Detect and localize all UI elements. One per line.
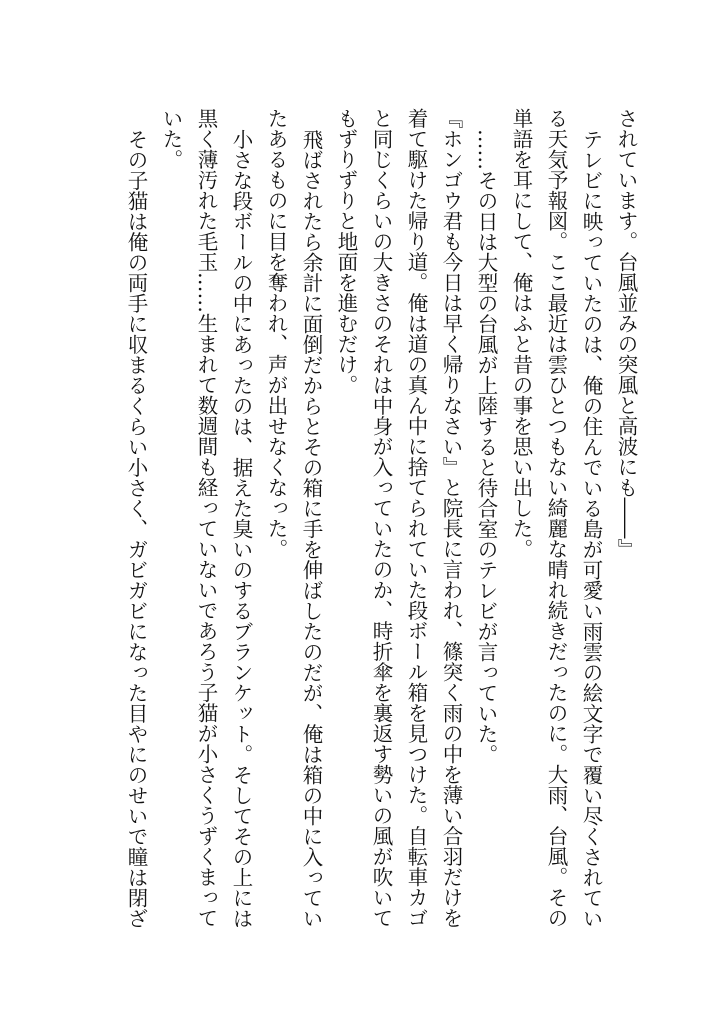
text-line: たあるものに目を奪われ、声が出せなくなった。 [264,108,288,559]
text-line: ……その日は大型の台風が上陸すると待合室のテレビが言っていた。 [474,128,498,764]
text-line: 黒く薄汚れた毛玉……生まれて数週間も経っていないであろう子猫が小さくうずくまって [194,108,218,928]
text-line: る天気予報図。ここ最近は雲ひとつもない綺麗な晴れ続きだったのに。大雨、台風。その [544,108,568,928]
text-line: と同じくらいの大きさのそれは中身が入っていたのか、時折傘を裏返す勢いの風が吹いて [369,108,393,928]
text-line: されています。台風並みの突風と高波にも――』 [614,108,638,559]
text-line: いた。 [159,108,183,170]
text-line: 単語を耳にして、俺はふと昔の事を思い出した。 [509,108,533,559]
vertical-text-body [118,108,643,928]
text-line: 『ホンゴウ君も今日は早く帰りなさい』と院長に言われ、篠突く雨の中を薄い合羽だけを [439,108,463,928]
text-line: 小さな段ボールの中にあったのは、据えた臭いのするブランケット。そしてその上には [229,128,253,928]
text-line: もずりずりと地面を進むだけ。 [334,108,358,395]
text-line: テレビに映っていたのは、俺の住んでいる島が可愛い雨雲の絵文字で覆い尽くされてい [579,128,603,928]
text-line: 着て駆けた帰り道。俺は道の真ん中に捨てられていた段ボール箱を見つけた。自転車カゴ [404,108,428,928]
text-line: その子猫は俺の両手に収まるくらい小さく、ガビガビになった目やにのせいで瞳は閉ざ [124,128,148,928]
text-line: 飛ばされたら余計に面倒だからとその箱に手を伸ばしたのだが、俺は箱の中に入ってい [299,128,323,928]
